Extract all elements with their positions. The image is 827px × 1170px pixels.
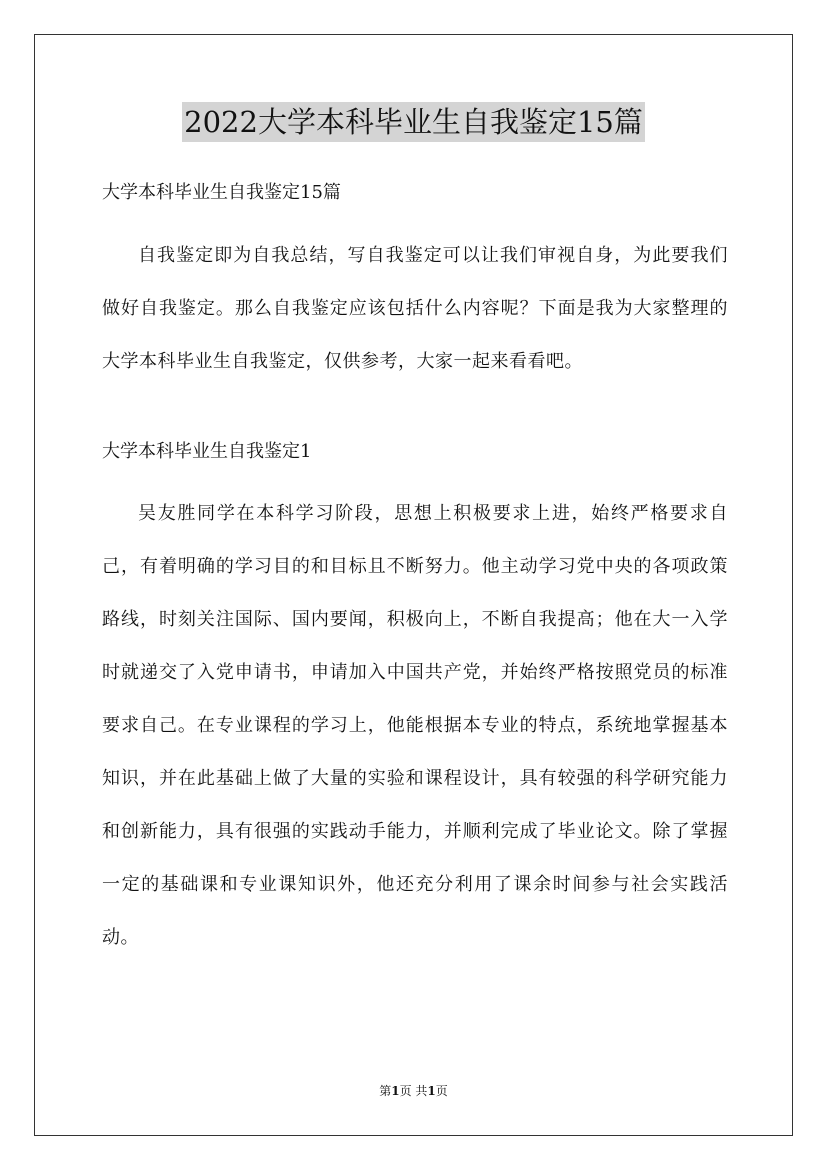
page-footer <box>0 1083 827 1099</box>
document-title: 2022大学本科毕业生自我鉴定15篇 <box>182 102 645 142</box>
intro-paragraph: 自我鉴定即为自我总结，写自我鉴定可以让我们审视自身，为此要我们做好自我鉴定。那么自我鉴定应该包括什么内容呢？下面是我为大家整理的大学本科毕业生自我鉴定，仅供参考，大家一起来看看吧。 <box>102 245 728 372</box>
document-body <box>102 178 728 964</box>
title-container <box>0 102 827 142</box>
footer-total-pages: 1 <box>427 1084 436 1098</box>
footer-mid: 页 共 <box>399 1084 428 1098</box>
section-heading: 大学本科毕业生自我鉴定1 <box>102 441 312 462</box>
footer-current-page: 1 <box>391 1084 400 1098</box>
section-paragraph: 吴友胜同学在本科学习阶段，思想上积极要求上进，始终严格要求自己，有着明确的学习目的和目标且不断努力。他主动学习党中央的各项政策路线，时刻关注国际、国内要闻，积极向上，不断自我提高；他在大一入学时就递交了入党申请书，申请加入中国共产党，并始终严格按照党员的标准要求自己。在专业课程的学习上，他能根据本专业的特点，系统地掌握基本知识，并在此基础上做了大量的实验和课程设计，具有较强的科学研究能力和创新能力，具有很强的实践动手能力，并顺利完成了毕业论文。除了掌握一定的基础课和专业课知识外，他还充分利用了课余时间参与社会实践活动。 <box>102 503 728 948</box>
footer-prefix: 第 <box>379 1084 392 1098</box>
footer-suffix: 页 <box>435 1084 448 1098</box>
document-subtitle: 大学本科毕业生自我鉴定15篇 <box>102 182 341 203</box>
